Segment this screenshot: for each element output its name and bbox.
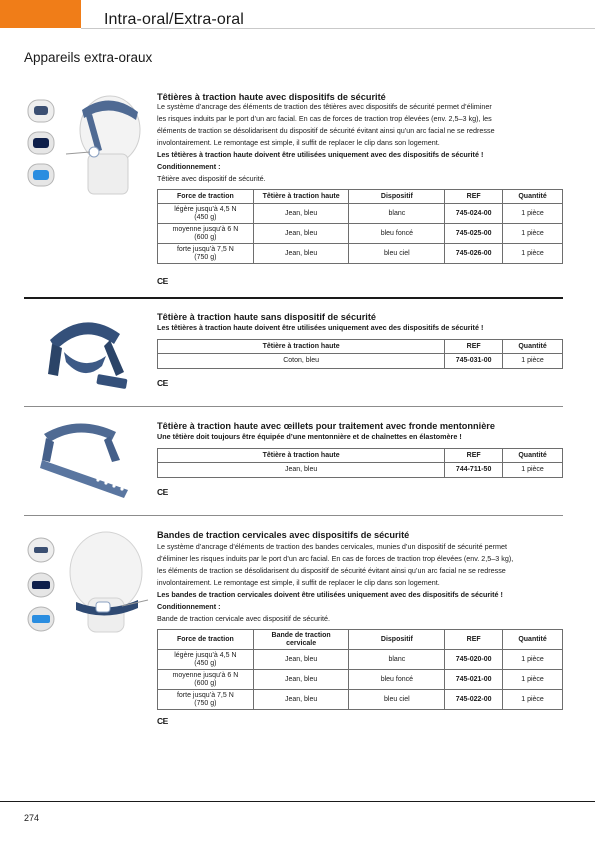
force-cell: moyenne jusqu’à 6 N (600 g) bbox=[158, 224, 254, 244]
column-header: REF bbox=[445, 340, 503, 354]
clip-darkblue-icon bbox=[28, 573, 54, 597]
page-header-title: Intra-oral/Extra-oral bbox=[104, 11, 244, 28]
product-title: Têtière à traction haute avec œillets pour traitement avec fronde mentonnière bbox=[157, 421, 495, 431]
clip-lightblue-icon bbox=[28, 164, 54, 186]
section-divider bbox=[24, 406, 563, 407]
device-cell: blanc bbox=[349, 204, 445, 224]
description-line: les éléments de traction se désolidarisent du dispositif de sécurité évitant ainsi qu’un arc facial ne se redresse bbox=[157, 566, 506, 575]
table-row bbox=[158, 224, 563, 244]
device-cell: bleu ciel bbox=[349, 244, 445, 264]
safety-warning: Les têtières à traction haute doivent être utilisées uniquement avec des dispositifs de sécurité ! bbox=[157, 323, 484, 332]
table-row bbox=[158, 690, 563, 710]
product-table bbox=[157, 629, 563, 710]
product-table bbox=[157, 448, 563, 478]
clip-white-icon bbox=[28, 538, 54, 562]
column-header: REF bbox=[445, 449, 503, 463]
qty-cell: 1 pièce bbox=[503, 670, 563, 690]
force-cell: légère jusqu’à 4,5 N (450 g) bbox=[158, 650, 254, 670]
column-header: Force de traction bbox=[158, 630, 254, 650]
qty-cell: 1 pièce bbox=[503, 463, 563, 478]
ce-mark: CE bbox=[157, 276, 168, 286]
ce-mark: CE bbox=[157, 716, 168, 726]
product-table bbox=[157, 339, 563, 369]
description-line: d’éliminer les risques induits par le port d’un arc facial. En cas de forces de traction trop élevées (env. 2,5–3 kg), bbox=[157, 554, 514, 563]
product-description bbox=[157, 322, 567, 334]
qty-cell: 1 pièce bbox=[503, 650, 563, 670]
qty-cell: 1 pièce bbox=[503, 204, 563, 224]
ref-cell: 745-026-00 bbox=[445, 244, 503, 264]
type-cell: Jean, bleu bbox=[253, 670, 349, 690]
column-header: REF bbox=[445, 190, 503, 204]
footer-rule bbox=[0, 801, 595, 802]
orange-header-tab bbox=[0, 0, 81, 28]
ref-cell: 745-022-00 bbox=[445, 690, 503, 710]
safety-warning: Les têtières à traction haute doivent être utilisées uniquement avec des dispositifs de sécurité ! bbox=[157, 150, 484, 159]
clip-white-icon bbox=[28, 100, 54, 122]
description-line: Le système d’ancrage des éléments de traction des têtières avec dispositifs de sécurité permet d’éliminer bbox=[157, 102, 492, 111]
type-cell: Jean, bleu bbox=[253, 650, 349, 670]
force-cell: moyenne jusqu’à 6 N (600 g) bbox=[158, 670, 254, 690]
column-header: Bande de traction cervicale bbox=[253, 630, 349, 650]
column-header: Têtière à traction haute bbox=[253, 190, 349, 204]
headgear-with-safety-clips-image bbox=[26, 92, 148, 198]
description-line: Le système d’ancrage d’éléments de traction des bandes cervicales, munies d’un dispositif de sécurité permet bbox=[157, 542, 507, 551]
clip-darkblue-icon bbox=[28, 132, 54, 154]
type-cell: Jean, bleu bbox=[253, 244, 349, 264]
column-header: Force de traction bbox=[158, 190, 254, 204]
product-table bbox=[157, 189, 563, 264]
product-title: Bandes de traction cervicales avec dispositifs de sécurité bbox=[157, 530, 410, 540]
qty-cell: 1 pièce bbox=[503, 690, 563, 710]
ref-cell: 744-711-50 bbox=[445, 463, 503, 478]
qty-cell: 1 pièce bbox=[503, 224, 563, 244]
description-line: éléments de traction se désolidarisent du dispositif de sécurité évitant ainsi qu’un arc facial ne se redresse bbox=[157, 126, 495, 135]
product-description bbox=[157, 431, 567, 443]
table-row bbox=[158, 463, 563, 478]
type-cell: Jean, bleu bbox=[253, 224, 349, 244]
device-cell: bleu foncé bbox=[349, 224, 445, 244]
mannequin-head-icon bbox=[66, 96, 140, 194]
force-cell: légère jusqu’à 4,5 N (450 g) bbox=[158, 204, 254, 224]
table-row bbox=[158, 354, 563, 369]
table-row bbox=[158, 650, 563, 670]
column-header: Dispositif bbox=[349, 190, 445, 204]
clip-lightblue-icon bbox=[28, 607, 54, 631]
safety-warning: Les bandes de traction cervicales doivent être utilisées uniquement avec des dispositifs de sécurité ! bbox=[157, 590, 503, 599]
description-line: involontairement. Le remontage est simple, il suffit de replacer le clip dans son logement. bbox=[157, 578, 440, 587]
force-cell: forte jusqu’à 7,5 N (750 g) bbox=[158, 244, 254, 264]
product-title: Têtière à traction haute sans dispositif de sécurité bbox=[157, 312, 377, 322]
headgear-without-safety-image bbox=[40, 312, 132, 392]
packaging-label: Conditionnement : bbox=[157, 162, 221, 171]
device-cell: bleu foncé bbox=[349, 670, 445, 690]
page-number: 274 bbox=[24, 813, 40, 823]
cervical-band-with-safety-image bbox=[26, 530, 150, 638]
ref-cell: 745-024-00 bbox=[445, 204, 503, 224]
headgear-with-eyelets-image bbox=[38, 420, 134, 500]
packaging-label: Conditionnement : bbox=[157, 602, 221, 611]
product-description bbox=[157, 541, 567, 625]
table-row bbox=[158, 670, 563, 690]
type-cell: Jean, bleu bbox=[253, 204, 349, 224]
section-divider bbox=[24, 515, 563, 516]
ref-cell: 745-031-00 bbox=[445, 354, 503, 369]
section-title: Appareils extra-oraux bbox=[24, 50, 153, 65]
ref-cell: 745-020-00 bbox=[445, 650, 503, 670]
product-description bbox=[157, 101, 567, 185]
type-cell: Jean, bleu bbox=[158, 463, 445, 478]
column-header: Quantité bbox=[503, 190, 563, 204]
ce-mark: CE bbox=[157, 487, 168, 497]
ref-cell: 745-021-00 bbox=[445, 670, 503, 690]
column-header: Quantité bbox=[503, 630, 563, 650]
column-header: Quantité bbox=[503, 449, 563, 463]
section-divider bbox=[24, 297, 563, 299]
mannequin-head-icon bbox=[70, 532, 148, 632]
product-title: Têtières à traction haute avec dispositifs de sécurité bbox=[157, 92, 386, 102]
ref-cell: 745-025-00 bbox=[445, 224, 503, 244]
type-cell: Jean, bleu bbox=[253, 690, 349, 710]
safety-warning: Une têtière doit toujours être équipée d’une mentonnière et de chaînettes en élastomère ! bbox=[157, 432, 462, 441]
column-header: Quantité bbox=[503, 340, 563, 354]
packaging-text: Têtière avec dispositif de sécurité. bbox=[157, 174, 266, 183]
column-header: Têtière à traction haute bbox=[158, 449, 445, 463]
device-cell: blanc bbox=[349, 650, 445, 670]
device-cell: bleu ciel bbox=[349, 690, 445, 710]
packaging-text: Bande de traction cervicale avec dispositif de sécurité. bbox=[157, 614, 330, 623]
force-cell: forte jusqu’à 7,5 N (750 g) bbox=[158, 690, 254, 710]
column-header: Têtière à traction haute bbox=[158, 340, 445, 354]
qty-cell: 1 pièce bbox=[503, 244, 563, 264]
type-cell: Coton, bleu bbox=[158, 354, 445, 369]
header-rule bbox=[81, 28, 595, 29]
table-row bbox=[158, 244, 563, 264]
table-row bbox=[158, 204, 563, 224]
column-header: Dispositif bbox=[349, 630, 445, 650]
column-header: REF bbox=[445, 630, 503, 650]
qty-cell: 1 pièce bbox=[503, 354, 563, 369]
description-line: les risques induits par le port d’un arc facial. En cas de forces de traction trop élevées (env. 2,5–3 kg), les bbox=[157, 114, 492, 123]
ce-mark: CE bbox=[157, 378, 168, 388]
description-line: involontairement. Le remontage est simple, il suffit de replacer le clip dans son logement. bbox=[157, 138, 440, 147]
